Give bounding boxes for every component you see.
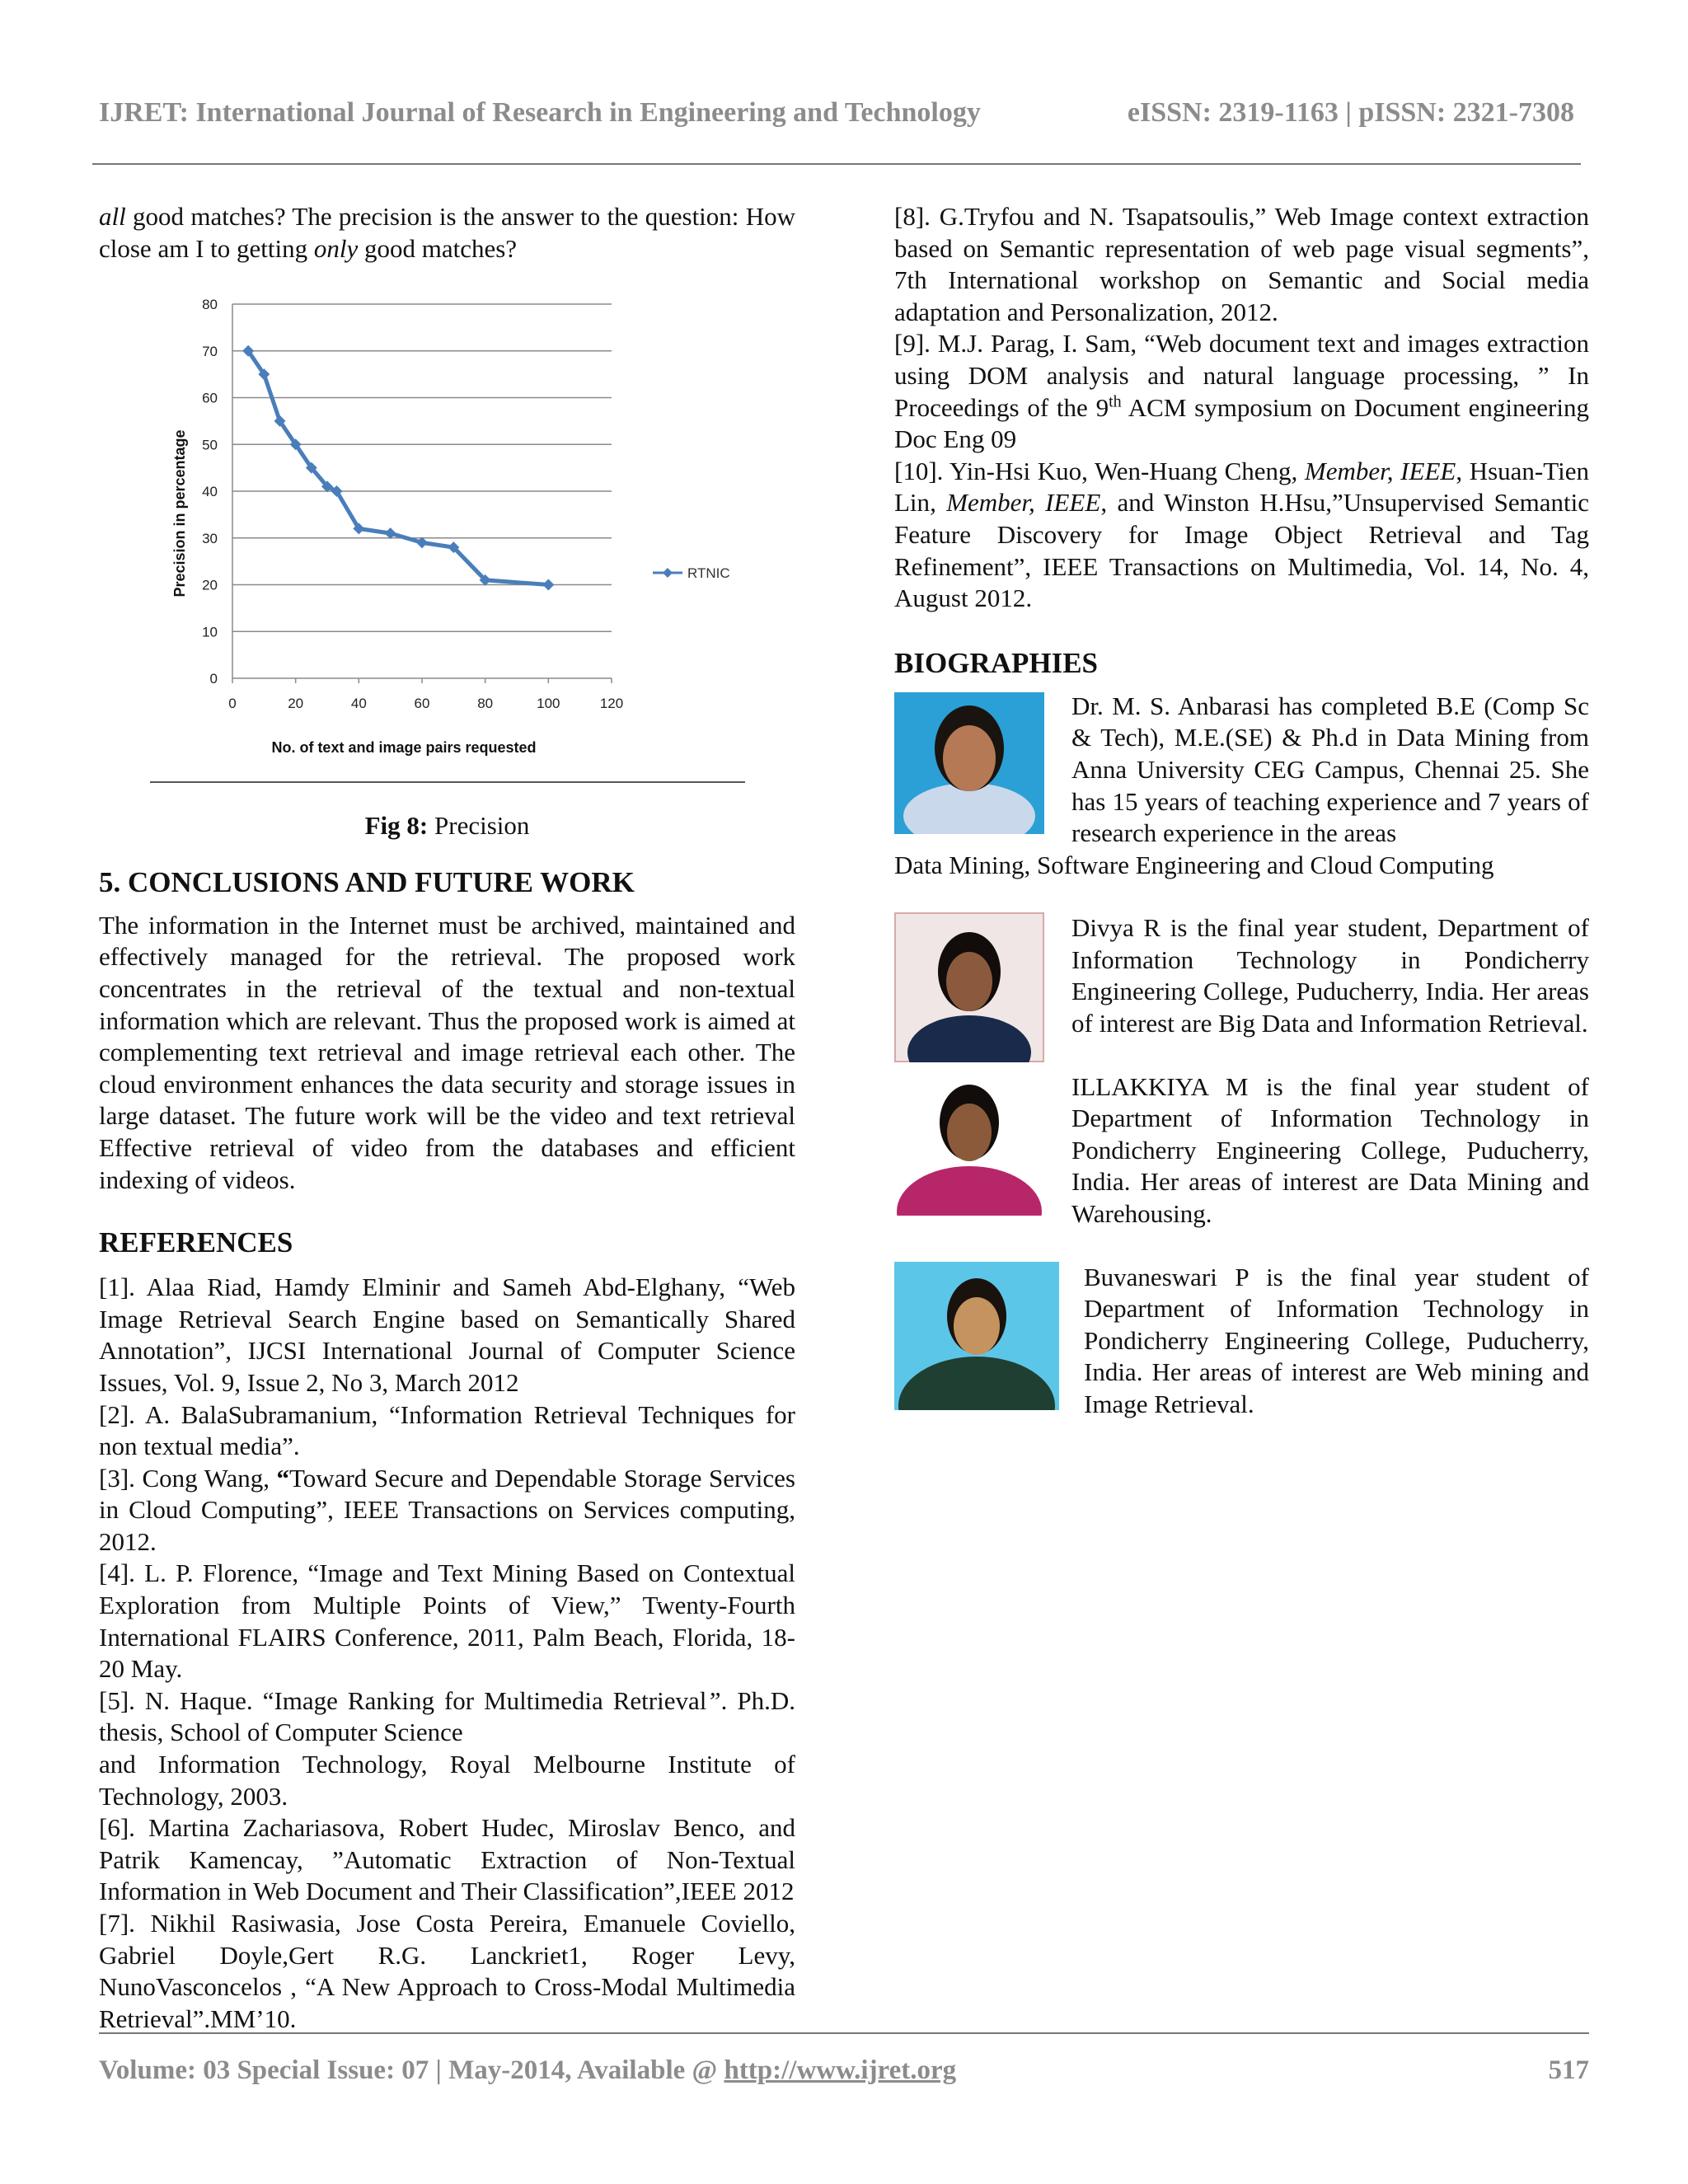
bio-buvaneswari: Buvaneswari P is the final year student of Department of Information Technology in Pondicherry Engineering College, Puducherry, India. Her areas of interest are Web mining and Image Retrieval. — [894, 1262, 1589, 1421]
x-tick-label: 0 — [228, 696, 237, 712]
data-point — [416, 537, 428, 549]
conclusion-text: The information in the Internet must be archived, maintained and effectively managed for the retrieval. The proposed work concentrates in the retrieval of the textual and non-textual information which are relevant. Thus the proposed work is aimed at complementing text retrieval and image retrieval each other. The cloud environment enhances the data security and storage issues in large dataset. The future work will be the video and text retrieval Effective retrieval of video from the databases and efficient indexing of videos. — [99, 910, 795, 1194]
intro-paragraph: all good matches? The precision is the answer to the question: How close am I to getting only good matches? — [99, 202, 795, 263]
issn: eISSN: 2319-1163 | pISSN: 2321-7308 — [1127, 97, 1574, 128]
y-axis-label: Precision in percentage — [171, 429, 188, 598]
footer-rule — [99, 2032, 1589, 2034]
x-tick-label: 40 — [350, 696, 367, 712]
page-number: 517 — [1548, 2055, 1589, 2085]
y-tick-label: 60 — [202, 390, 218, 406]
y-tick-label: 10 — [202, 624, 218, 640]
reference-5: [5]. N. Haque. “Image Ranking for Multimedia Retrieval”. Ph.D. thesis, School of Computer Science — [99, 1685, 795, 1747]
reference-6: [6]. Martina Zachariasova, Robert Hudec, Miroslav Benco, and Patrik Kamencay, ”Automatic Extraction of Non-Textual Information in Web Document and Their Classification”,IEEE 2012 — [99, 1813, 795, 1906]
biographies-heading: BIOGRAPHIES — [894, 646, 1098, 679]
conclusion-heading: 5. CONCLUSIONS AND FUTURE WORK — [99, 865, 635, 898]
portrait-photo — [894, 912, 1044, 1062]
bio-illakkiya: ILLAKKIYA M is the final year student of Department of Information Technology in Pondicherry Engineering College, Puducherry, India. Her areas of interest are Data Mining and Warehousing. — [894, 1071, 1589, 1230]
y-tick-label: 70 — [202, 343, 218, 359]
x-axis-label: No. of text and image pairs requested — [271, 739, 537, 757]
running-header — [99, 97, 1574, 129]
x-tick-label: 100 — [537, 696, 560, 712]
portrait-photo — [894, 1262, 1059, 1410]
references-heading: REFERENCES — [99, 1226, 293, 1259]
y-tick-label: 0 — [209, 671, 218, 687]
figure-caption: Fig 8: Precision — [364, 811, 530, 841]
y-tick-label: 30 — [202, 530, 218, 546]
header-rule — [92, 163, 1581, 165]
chart-svg — [99, 274, 795, 810]
data-point — [385, 527, 396, 539]
journal-link[interactable]: http://www.ijret.org — [724, 2055, 957, 2085]
precision-chart — [99, 274, 795, 810]
data-point — [542, 579, 554, 591]
reference-8: [8]. G.Tryfou and N. Tsapatsoulis,” Web Image context extraction based on Semantic representation of web page visual segments”, 7th International workshop on Semantic and Social media adaptation and Personalization, 2012. — [894, 202, 1589, 326]
bio-anbarasi: Dr. M. S. Anbarasi has completed B.E (Comp Sc & Tech), M.E.(SE) & Ph.d in Data Mining from Anna University CEG Campus, Chennai 25. She has 15 years of teaching experience and 7 years of research experience in the areas Data Mining, Software Engineering and Cloud Computing — [894, 691, 1589, 879]
reference-7: [7]. Nikhil Rasiwasia, Jose Costa Pereira, Emanuele Coviello, Gabriel Doyle,Gert R.G. Lanckriet1, Roger Levy, NunoVasconcelos , “A New Approach to Cross-Modal Multimedia Retrieval”.MM’10. — [99, 1909, 795, 2033]
y-tick-label: 40 — [202, 484, 218, 500]
reference-10: [10]. Yin-Hsi Kuo, Wen-Huang Cheng, Member, IEEE, Hsuan-Tien Lin, Member, IEEE, and Winston H.Hsu,”Unsupervised Semantic Feature Discovery for Image Object Retrieval and Tag Refinement”, IEEE Transactions on Multimedia, Vol. 14, No. 4, August 2012. — [894, 456, 1589, 613]
reference-9: [9]. M.J. Parag, I. Sam, “Web document text and images extraction using DOM analysis and natural language processing, ” In Proceedings of the 9th ACM symposium on Document engineering Doc Eng 09 — [894, 329, 1589, 454]
legend — [653, 565, 730, 581]
x-tick-label: 80 — [477, 696, 494, 712]
bio-divya: Divya R is the final year student, Department of Information Technology in Pondicherry Engineering College, Puducherry, India. Her areas of interest are Big Data and Information Retrieval. — [894, 912, 1589, 1039]
reference-4: [4]. L. P. Florence, “Image and Text Mining Based on Contextual Exploration from Multiple Points of View,” Twenty-Fourth International FLAIRS Conference, 2011, Palm Beach, Florida, 18-20 May. — [99, 1558, 795, 1684]
reference-5-cont: and Information Technology, Royal Melbourne Institute of Technology, 2003. — [99, 1750, 795, 1811]
x-tick-label: 120 — [599, 696, 624, 712]
portrait-photo — [894, 1071, 1044, 1216]
page-footer — [99, 2055, 1589, 2086]
reference-list — [99, 1272, 795, 2035]
y-tick-label: 80 — [202, 297, 218, 313]
x-tick-label: 20 — [288, 696, 304, 712]
legend-label-rtnic: RTNIC — [687, 565, 730, 582]
footer-volume: Volume: 03 Special Issue: 07 | May-2014, Available @ http://www.ijret.org — [99, 2055, 957, 2085]
left-column — [99, 201, 795, 2035]
reference-1: [1]. Alaa Riad, Hamdy Elminir and Sameh Abd-Elghany, “Web Image Retrieval Search Engine based on Semantically Shared Annotation”, IJCSI International Journal of Computer Science Issues, Vol. 9, Issue 2, No 3, March 2012 — [99, 1272, 795, 1397]
reference-3: [3]. Cong Wang, “Toward Secure and Dependable Storage Services in Cloud Computing”, IEEE Transactions on Services computing, 2012. — [99, 1463, 795, 1556]
y-tick-label: 20 — [202, 577, 218, 593]
y-tick-label: 50 — [202, 437, 218, 453]
reference-2: [2]. A. BalaSubramanium, “Information Retrieval Techniques for non textual media”. — [99, 1399, 795, 1461]
x-tick-label: 60 — [414, 696, 430, 712]
portrait-photo — [894, 692, 1044, 834]
journal-title: IJRET: International Journal of Research in Engineering and Technology — [99, 97, 981, 128]
right-column — [894, 201, 1589, 1421]
series-line-rtnic — [248, 351, 548, 585]
